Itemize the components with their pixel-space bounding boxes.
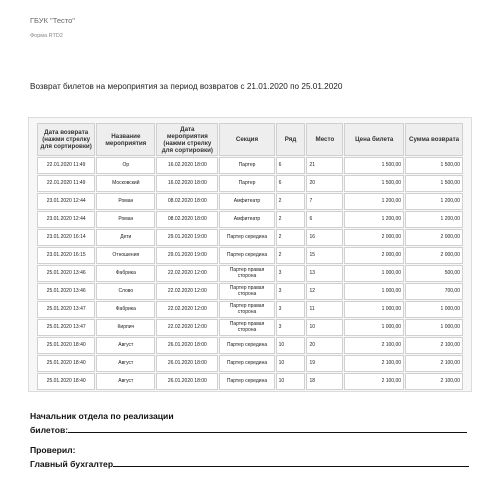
- cell-event-name: Роман: [96, 211, 155, 228]
- signature-accountant-label: Главный бухгалтер: [30, 459, 114, 469]
- cell-event-date: 29.01.2020 19:00: [156, 247, 218, 264]
- cell-event-name: Отношения: [96, 247, 155, 264]
- cell-refund-amount: 2 100,00: [405, 373, 463, 390]
- signature-checked-label: Проверил:: [30, 445, 76, 455]
- cell-row: 3: [276, 265, 306, 282]
- cell-row: 3: [276, 283, 306, 300]
- cell-return-date: 23.01.2020 16:15: [37, 247, 95, 264]
- cell-return-date: 25.01.2020 18:40: [37, 337, 95, 354]
- cell-seat: 12: [306, 283, 343, 300]
- cell-section: Партер середина: [219, 373, 274, 390]
- cell-event-name: Ор: [96, 157, 155, 174]
- table-row: [37, 265, 463, 282]
- cell-event-date: 26.01.2020 18:00: [156, 337, 218, 354]
- cell-seat: 21: [306, 157, 343, 174]
- cell-ticket-price: 2 100,00: [344, 355, 404, 372]
- cell-section: Партер середина: [219, 247, 274, 264]
- organization-name: ГБУК "Тесто": [30, 16, 75, 25]
- cell-ticket-price: 1 500,00: [344, 175, 404, 192]
- cell-ticket-price: 1 200,00: [344, 211, 404, 228]
- cell-return-date: 25.01.2020 13:46: [37, 265, 95, 282]
- cell-ticket-price: 1 000,00: [344, 283, 404, 300]
- cell-event-name: Август: [96, 355, 155, 372]
- cell-row: 2: [276, 247, 306, 264]
- cell-row: 2: [276, 211, 306, 228]
- column-header-ticket-price: Цена билета: [344, 123, 404, 156]
- cell-seat: 15: [306, 247, 343, 264]
- table-row: [37, 319, 463, 336]
- table-row: [37, 355, 463, 372]
- cell-event-date: 08.02.2020 18:00: [156, 193, 218, 210]
- returns-table-container: [28, 117, 472, 392]
- table-row: [37, 193, 463, 210]
- cell-section: Партер середина: [219, 337, 274, 354]
- cell-return-date: 23.01.2020 12:44: [37, 211, 95, 228]
- cell-ticket-price: 1 000,00: [344, 301, 404, 318]
- cell-refund-amount: 1 200,00: [405, 193, 463, 210]
- cell-row: 2: [276, 193, 306, 210]
- report-title: Возврат билетов на мероприятия за период возвратов с 21.01.2020 по 25.01.2020: [30, 82, 343, 91]
- cell-section: Партер правая сторона: [219, 265, 274, 282]
- table-body: [37, 157, 463, 390]
- cell-event-date: 22.02.2020 12:00: [156, 283, 218, 300]
- cell-return-date: 23.01.2020 16:14: [37, 229, 95, 246]
- cell-seat: 19: [306, 355, 343, 372]
- cell-ticket-price: 1 000,00: [344, 265, 404, 282]
- returns-table: [36, 122, 464, 391]
- cell-return-date: 25.01.2020 18:40: [37, 373, 95, 390]
- cell-seat: 18: [306, 373, 343, 390]
- cell-section: Амфитеатр: [219, 193, 274, 210]
- cell-seat: 10: [306, 319, 343, 336]
- column-header-refund-amount: Сумма возврата: [405, 123, 463, 156]
- cell-event-date: 26.01.2020 18:00: [156, 373, 218, 390]
- column-header-row: Ряд: [276, 123, 306, 156]
- cell-event-name: Кирпич: [96, 319, 155, 336]
- cell-return-date: 23.01.2020 12:44: [37, 193, 95, 210]
- cell-return-date: 25.01.2020 13:47: [37, 319, 95, 336]
- cell-event-date: 22.02.2020 12:00: [156, 319, 218, 336]
- signature-line-accountant: [113, 457, 469, 467]
- cell-event-date: 22.02.2020 12:00: [156, 265, 218, 282]
- cell-seat: 6: [306, 211, 343, 228]
- column-header-seat: Место: [306, 123, 343, 156]
- cell-event-date: 29.01.2020 19:00: [156, 229, 218, 246]
- table-row: [37, 247, 463, 264]
- cell-refund-amount: 1 500,00: [405, 157, 463, 174]
- cell-refund-amount: 500,00: [405, 265, 463, 282]
- cell-section: Партер правая сторона: [219, 319, 274, 336]
- cell-section: Партер правая сторона: [219, 283, 274, 300]
- signature-head-row: [30, 423, 467, 435]
- cell-refund-amount: 1 000,00: [405, 301, 463, 318]
- table-row: [37, 229, 463, 246]
- cell-refund-amount: 700,00: [405, 283, 463, 300]
- cell-return-date: 22.01.2020 11:49: [37, 157, 95, 174]
- table-row: [37, 175, 463, 192]
- signature-accountant-row: [30, 457, 469, 469]
- cell-event-date: 22.02.2020 12:00: [156, 301, 218, 318]
- cell-event-name: Роман: [96, 193, 155, 210]
- cell-row: 10: [276, 373, 306, 390]
- cell-seat: 7: [306, 193, 343, 210]
- table-row: [37, 373, 463, 390]
- column-header-event-name: Название мероприятия: [96, 123, 155, 156]
- cell-event-name: Слово: [96, 283, 155, 300]
- table-header-row: [37, 123, 463, 156]
- table-row: [37, 301, 463, 318]
- form-code: Форма RTD2: [30, 33, 63, 39]
- cell-row: 3: [276, 319, 306, 336]
- signature-head-label-line1: Начальник отдела по реализации: [30, 411, 174, 421]
- cell-return-date: 22.01.2020 11:49: [37, 175, 95, 192]
- signature-line-head: [68, 423, 467, 433]
- column-header-event-date[interactable]: Дата мероприятия (нажми стрелку для сортировки): [156, 123, 218, 156]
- cell-row: 10: [276, 355, 306, 372]
- cell-ticket-price: 2 000,00: [344, 247, 404, 264]
- cell-seat: 16: [306, 229, 343, 246]
- cell-ticket-price: 2 100,00: [344, 373, 404, 390]
- cell-refund-amount: 2 100,00: [405, 355, 463, 372]
- column-header-return-date[interactable]: Дата возврата (нажми стрелку для сортировки): [37, 123, 95, 156]
- cell-row: 10: [276, 337, 306, 354]
- cell-event-name: Фабрика: [96, 301, 155, 318]
- table-row: [37, 157, 463, 174]
- column-header-section: Секция: [219, 123, 274, 156]
- cell-event-name: Август: [96, 373, 155, 390]
- cell-row: 6: [276, 175, 306, 192]
- cell-ticket-price: 2 000,00: [344, 229, 404, 246]
- cell-seat: 11: [306, 301, 343, 318]
- cell-ticket-price: 1 200,00: [344, 193, 404, 210]
- cell-refund-amount: 2 000,00: [405, 247, 463, 264]
- cell-event-name: Московский: [96, 175, 155, 192]
- cell-return-date: 25.01.2020 18:40: [37, 355, 95, 372]
- cell-row: 6: [276, 157, 306, 174]
- table-row: [37, 211, 463, 228]
- cell-event-name: Фабрика: [96, 265, 155, 282]
- cell-seat: 20: [306, 175, 343, 192]
- cell-refund-amount: 1 200,00: [405, 211, 463, 228]
- cell-event-date: 26.01.2020 18:00: [156, 355, 218, 372]
- table-row: [37, 337, 463, 354]
- cell-section: Партер середина: [219, 355, 274, 372]
- cell-seat: 20: [306, 337, 343, 354]
- cell-event-name: Дети: [96, 229, 155, 246]
- cell-refund-amount: 2 000,00: [405, 229, 463, 246]
- table-row: [37, 283, 463, 300]
- cell-refund-amount: 2 100,00: [405, 337, 463, 354]
- cell-event-date: 08.02.2020 18:00: [156, 211, 218, 228]
- cell-event-date: 16.02.2020 18:00: [156, 175, 218, 192]
- cell-section: Партер правая сторона: [219, 301, 274, 318]
- signature-head-label-line2: билетов:: [30, 425, 69, 435]
- cell-event-name: Август: [96, 337, 155, 354]
- cell-ticket-price: 1 500,00: [344, 157, 404, 174]
- cell-section: Амфитеатр: [219, 211, 274, 228]
- cell-section: Партер: [219, 175, 274, 192]
- cell-row: 3: [276, 301, 306, 318]
- cell-row: 2: [276, 229, 306, 246]
- cell-refund-amount: 1 000,00: [405, 319, 463, 336]
- cell-section: Партер: [219, 157, 274, 174]
- cell-refund-amount: 1 500,00: [405, 175, 463, 192]
- cell-ticket-price: 1 000,00: [344, 319, 404, 336]
- cell-ticket-price: 2 100,00: [344, 337, 404, 354]
- cell-event-date: 16.02.2020 18:00: [156, 157, 218, 174]
- cell-seat: 13: [306, 265, 343, 282]
- cell-section: Партер середина: [219, 229, 274, 246]
- cell-return-date: 25.01.2020 13:46: [37, 283, 95, 300]
- cell-return-date: 25.01.2020 13:47: [37, 301, 95, 318]
